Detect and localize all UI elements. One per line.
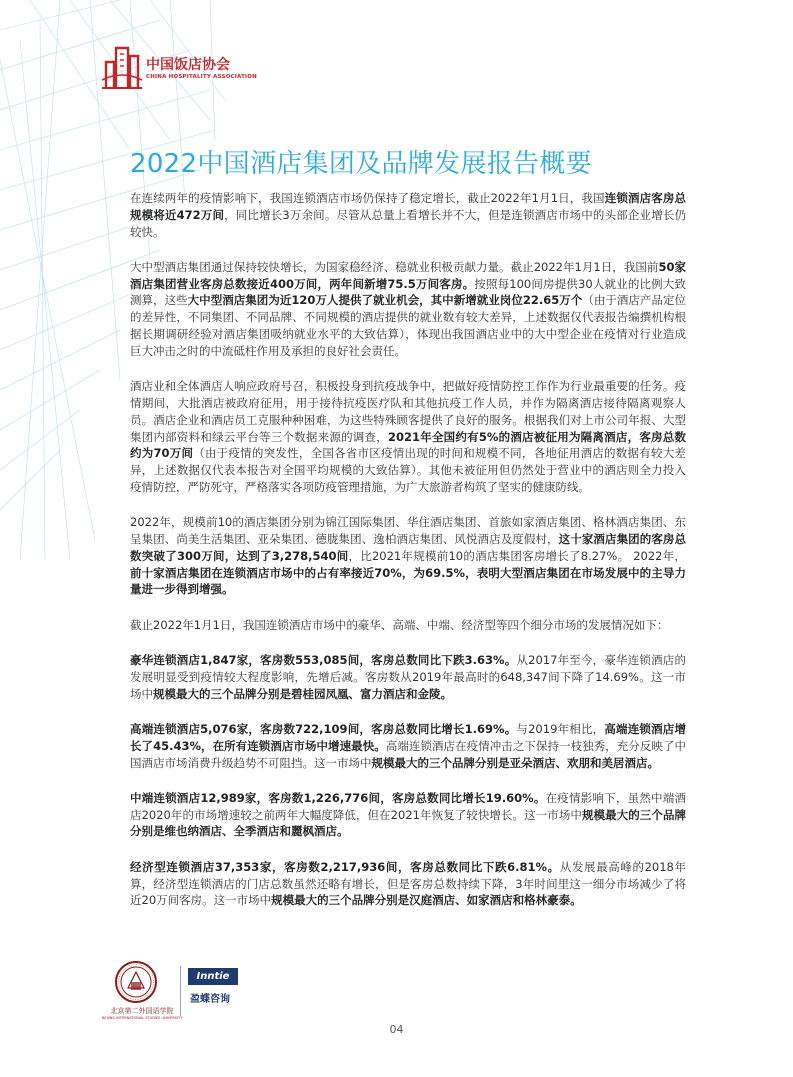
paragraph	[130, 190, 686, 240]
university-name: 北京第二外国语学院	[110, 1007, 174, 1015]
emphasis-text: 高端连锁酒店5,076家，客房数722,109间，客房总数同比增长1.69%。	[130, 721, 517, 736]
body-text: ，同比增长3万余间。尽管从总量上看增长并不大，但是连锁酒店市场中的头部企业增长仍较快。	[130, 207, 687, 239]
paragraph	[130, 378, 686, 496]
body-text: 从2017年至今，豪华连锁酒店的发展明显受到疫情较大程度影响，先增后减。客房数从2019年最高时的648,347间下降了14.69%。这一市场中	[130, 653, 686, 701]
paragraph	[130, 514, 686, 598]
association-name-en: CHINA HOSPITALITY ASSOCIATION	[146, 74, 257, 80]
paragraph	[130, 859, 686, 909]
association-name: 中国饭店协会	[146, 57, 230, 73]
body-text: 在疫情影响下，虽然中端酒店2020年的市场增速较之前两年大幅度降低，但在2021年恢复了较快增长。这一市场中	[130, 790, 686, 822]
paragraph	[130, 259, 686, 360]
emphasis-text: 连锁酒店客房总规模将近472万间	[130, 191, 686, 222]
page-number: 04	[389, 1023, 404, 1036]
emphasis-text: 中端连锁酒店12,989家，客房数1,226,776间，客房总数同比增长19.60%。	[130, 790, 546, 805]
emphasis-text: 规模最大的三个品牌分别是汉庭酒店、如家酒店和格林豪泰。	[271, 893, 582, 908]
paragraph	[130, 721, 686, 771]
paragraph	[130, 617, 686, 634]
emphasis-text: 规模最大的三个品牌分别是亚朵酒店、欢朋和美居酒店。	[371, 755, 659, 770]
body-text: 大中型酒店集团通过保持较快增长，为国家稳经济、稳就业积极贡献力量。截止2022年1月1日，我国前	[130, 259, 659, 274]
emphasis-text: 高端连锁酒店增长了45.43%，在所有连锁酒店市场中增速最快。	[130, 721, 686, 753]
emphasis-text: 规模最大的三个品牌分别是维也纳酒店、全季酒店和麗枫酒店。	[130, 807, 687, 839]
university-name-en: BEIJING INTERNATIONAL STUDIES UNIVERSITY	[102, 1016, 183, 1020]
emphasis-text: 这十家酒店集团的客房总数突破了300万间，达到了3,278,540间	[130, 532, 687, 563]
page-title: 2022中国酒店集团及品牌发展报告概要	[130, 149, 592, 179]
body-text: 酒店业和全体酒店人响应政府号召，积极投身到抗疫战争中，把做好疫情防控工作作为行业最重要的任务。疫情期间，大批酒店被政府征用，用于接待抗疫医疗队和其他抗疫工作人员，并作为隔离酒店接待隔离观察人员。酒店企业和酒店员工克服种种困难，为这些特殊顾客提供了良好的服务。根据我们对上市公司年报、大型集团内部资料和绿云平台等三个数据来源的调查，	[130, 379, 686, 444]
emphasis-text: 大中型酒店集团为近120万人提供了就业机会，其中新增就业岗位22.65万个	[187, 293, 583, 308]
paragraph	[130, 652, 686, 702]
emphasis-text: 规模最大的三个品牌分别是碧桂园凤凰、富力酒店和金陵。	[153, 686, 452, 701]
building-logo-icon	[100, 40, 144, 90]
university-seal-icon	[114, 960, 158, 1004]
report-body	[130, 190, 686, 928]
inntie-logo	[188, 968, 248, 1014]
emphasis-text: 前十家酒店集团在连锁酒店市场中的占有率接近70%，为69.5%，表明大型酒店集团在市场发展中的主导力量进一步得到增强。	[130, 565, 686, 597]
body-text: （由于疫情的突发性，全国各省市区疫情出现的时间和规模不同，各地征用酒店的数据有较大差异，上述数据仅代表本报告对全国平均规模的大致估算）。其他未被征用但仍然处于营业中的酒店则全力投入疫情防控，严防死守，严格落实各项防疫管理措施，为广大旅游者构筑了坚实的健康防线。	[130, 446, 686, 494]
body-text: 截止2022年1月1日，我国连锁酒店市场中的豪华、高端、中端、经济型等四个细分市场的发展情况如下：	[130, 617, 669, 632]
body-text: 从发展最高峰的2018年算，经济型连锁酒店的门店总数虽然还略有增长，但是客房总数持续下降，3年时间里这一细分市场减少了将近20万间客房。这一市场中	[130, 859, 686, 908]
china-hospitality-association-logo	[100, 40, 257, 92]
emphasis-text: 经济型连锁酒店37,353家，客房数2,217,936间，客房总数同比下跌6.81%。	[130, 859, 560, 874]
footer-divider	[180, 966, 181, 1016]
emphasis-text: 50家酒店集团营业客房总数接近400万间，两年间新增75.5万间客房。	[130, 259, 686, 291]
body-text: 2022年，规模前10的酒店集团分别为锦江国际集团、华住酒店集团、首旅如家酒店集团、格林酒店集团、东呈集团、尚美生活集团、亚朵集团、德胧集团、逸柏酒店集团、风悦酒店及度假村，	[130, 515, 686, 547]
body-text: ，比2021年规模前10的酒店集团客房增长了8.27%。 2022年，	[348, 548, 686, 563]
inntie-logo-cn: 盈蝶咨询	[190, 994, 230, 1005]
emphasis-text: 2021年全国约有5%的酒店被征用为隔离酒店，客房总数约为70万间	[130, 429, 686, 461]
body-text: 与2019年相比，	[516, 721, 605, 736]
emphasis-text: 豪华连锁酒店1,847家，客房数553,085间，客房总数同比下跌3.63%。	[130, 653, 517, 668]
paragraph	[130, 790, 686, 840]
inntie-logo-text: Inntie	[188, 968, 238, 985]
body-text: 在连续两年的疫情影响下，我国连锁酒店市场仍保持了稳定增长，截止2022年1月1日，我国	[130, 191, 605, 205]
body-text: （由于酒店产品定位的差异性，不同集团、不同品牌、不同规模的酒店提供的就业数有较大差异，上述数据仅代表报告编撰机构根据长期调研经验对酒店集团吸纳就业水平的大致估算），体现出我国酒店业中的大中型企业在疫情对行业造成巨大冲击之时的中流砥柱作用及承担的良好社会责任。	[130, 293, 687, 358]
body-text: 高端连锁酒店在疫情冲击之下保持一枝独秀，充分反映了中国酒店市场消费升级趋势不可阻挡。这一市场中	[130, 738, 686, 770]
body-text: 按照每100间房提供30人就业的比例大致测算，这些	[130, 276, 686, 308]
